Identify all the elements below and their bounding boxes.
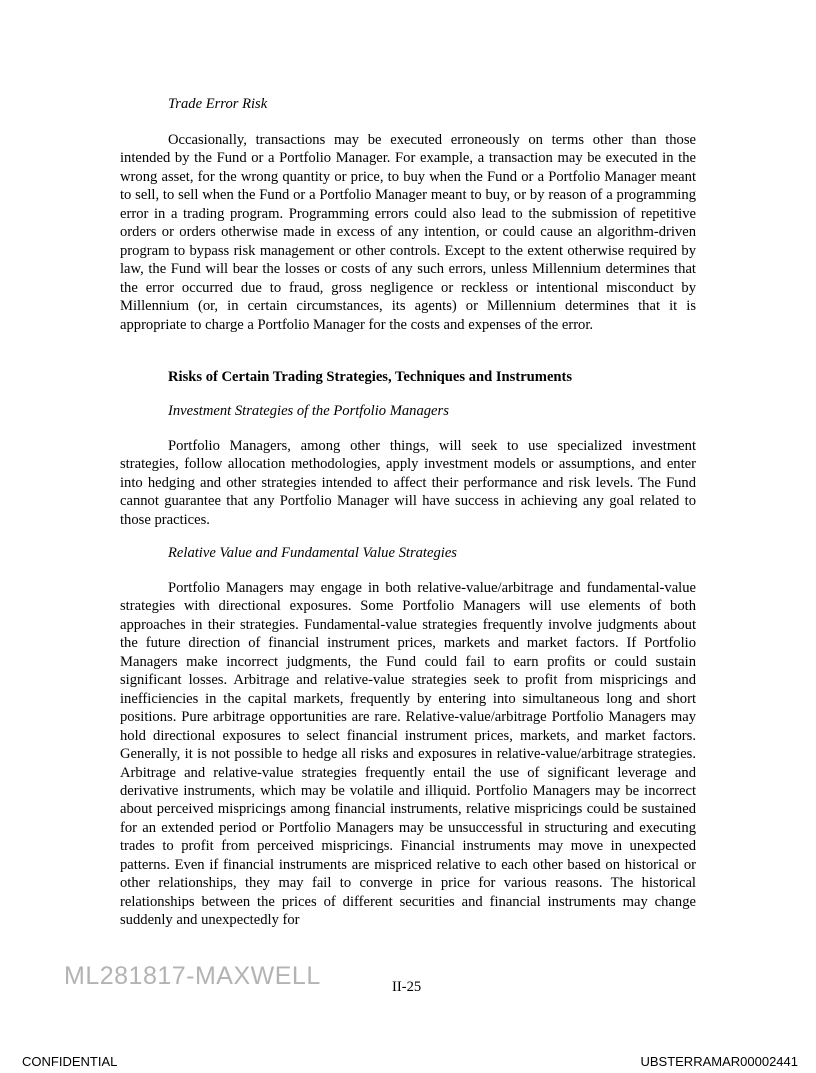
confidential-label: CONFIDENTIAL (22, 1054, 118, 1069)
page-number: II-25 (392, 979, 422, 995)
document-control-number: UBSTERRAMAR00002441 (640, 1054, 798, 1069)
section-heading-investment-strategies: Investment Strategies of the Portfolio Managers (168, 403, 449, 419)
paragraph-relative-value-strategies: Portfolio Managers may engage in both relative-value/arbitrage and fundamental-value strategies with directional exposures. Some Portfolio Managers will use elements of both approaches in their strategies. Fundamental-value strategies frequently involve judgments about the future direction of financial instrument prices, markets and market factors. If Portfolio Managers make incorrect judgments, the Fund could fail to earn profits or could sustain significant losses. Arbitrage and relative-value strategies seek to profit from mispricings and inefficiencies in the capital markets, frequently by entering into simultaneous long and short positions. Pure arbitrage opportunities are rare. Relative-value/arbitrage Portfolio Managers may hold directional exposures to select financial instrument prices, markets, and market factors. Generally, it is not possible to hedge all risks and exposures in relative-value/arbitrage strategies. Arbitrage and relative-value strategies frequently entail the use of significant leverage and derivative instruments, which may be volatile and illiquid. Portfolio Managers may be incorrect about perceived mispricings among financial instruments, relative mispricings could be sustained for an extended period or Portfolio Managers may be unsuccessful in structuring and executing trades to profit from perceived mispricings. Financial instruments may move in unexpected patterns. Even if financial instruments are mispriced relative to each other based on historical or other relationships, they may fail to converge in price for various reasons. The historical relationships between the prices of different securities and financial instruments may change suddenly and unexpectedly for (120, 580, 696, 929)
bates-stamp: ML281817-MAXWELL (64, 962, 321, 990)
paragraph-investment-strategies: Portfolio Managers, among other things, will seek to use specialized investment strategies, follow allocation methodologies, apply investment models or assumptions, and enter into hedging and other strategies intended to affect their performance and risk levels. The Fund cannot guarantee that any Portfolio Manager will have success in achieving any goal related to those practices. (120, 438, 696, 528)
section-heading-relative-value-strategies: Relative Value and Fundamental Value Strategies (168, 545, 457, 561)
section-heading-trade-error-risk: Trade Error Risk (168, 96, 268, 112)
paragraph-trade-error-risk: Occasionally, transactions may be executed erroneously on terms other than those intended by the Fund or a Portfolio Manager. For example, a transaction may be executed in the wrong asset, for the wrong quantity or price, to buy when the Fund or a Portfolio Manager meant to sell, to sell when the Fund or a Portfolio Manager meant to buy, or by reason of a programming error in a trading program. Programming errors could also lead to the submission of repetitive orders or orders otherwise made in excess of any intention, or could cause an algorithm-driven program to bypass risk management or other controls. Except to the extent otherwise required by law, the Fund will bear the losses or costs of any such errors, unless Millennium determines that the error occurred due to fraud, gross negligence or reckless or intentional misconduct by Millennium (or, in certain circumstances, its agents) or Millennium determines that it is appropriate to charge a Portfolio Manager for the costs and expenses of the error. (120, 132, 696, 333)
section-heading-risks-of-certain-trading-strategies: Risks of Certain Trading Strategies, Techniques and Instruments (168, 369, 573, 385)
